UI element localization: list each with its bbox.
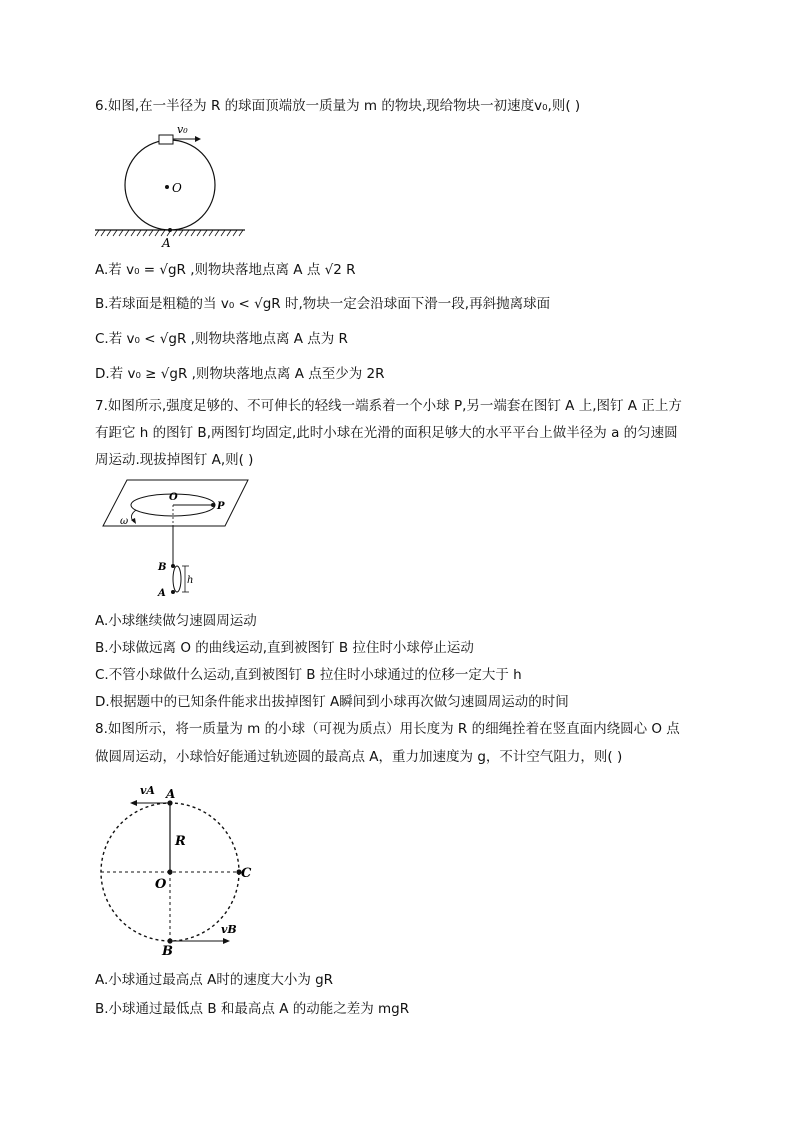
q7-option-d: D.根据题中的已知条件能求出拔掉图钉 A瞬间到小球再次做匀速圆周运动的时间 bbox=[95, 694, 569, 710]
block bbox=[159, 135, 173, 144]
q6-option-c: C.若 v₀ < √gR ,则物块落地点离 A 点为 R bbox=[95, 331, 348, 347]
q7-figure bbox=[100, 478, 250, 603]
vb-arrowhead bbox=[223, 938, 230, 944]
q6-label-a: A bbox=[162, 236, 171, 250]
q7-option-b: B.小球做远离 O 的曲线运动,直到被图钉 B 拉住时小球停止运动 bbox=[95, 640, 474, 656]
sphere bbox=[125, 140, 215, 230]
center-o bbox=[165, 185, 169, 189]
q7-label-a: A bbox=[158, 588, 166, 599]
point-b bbox=[167, 938, 172, 943]
q6-stem: 6.如图,在一半径为 R 的球面顶端放一质量为 m 的物块,现给物块一初速度v₀,则( ) bbox=[95, 98, 581, 114]
q7-option-a: A.小球继续做匀速圆周运动 bbox=[95, 613, 257, 629]
point-a bbox=[168, 228, 172, 232]
q8-option-a: A.小球通过最高点 A时的速度大小为 gR bbox=[95, 972, 334, 988]
q7-label-p: P bbox=[217, 501, 225, 512]
q8-figure bbox=[95, 778, 265, 960]
q6-option-b: B.若球面是粗糙的当 v₀ < √gR 时,物块一定会沿球面下滑一段,再斜抛离球面 bbox=[95, 296, 551, 312]
q8-label-va: vA bbox=[140, 784, 155, 797]
q8-stem-line-2: 做圆周运动，小球恰好能通过轨迹圆的最高点 A，重力加速度为 g，不计空气阻力，则( ) bbox=[95, 749, 623, 765]
q8-label-vb: vB bbox=[221, 923, 237, 936]
q6-label-o: O bbox=[172, 181, 182, 195]
q7-stem-line-1: 7.如图所示,强度足够的、不可伸长的轻线一端系着一个小球 P,另一端套在图钉 A 上,图钉 A 正上方 bbox=[95, 398, 682, 414]
q8-label-a: A bbox=[166, 787, 176, 801]
q7-stem-line-3: 周运动.现拔掉图钉 A,则( ) bbox=[95, 452, 254, 468]
q7-label-omega: ω bbox=[120, 516, 129, 527]
va-arrowhead bbox=[130, 800, 137, 806]
q6-option-d: D.若 v₀ ≥ √gR ,则物块落地点离 A 点至少为 2R bbox=[95, 366, 385, 382]
pin-a bbox=[171, 590, 175, 594]
q8-label-r: R bbox=[175, 834, 186, 849]
center-o bbox=[167, 869, 172, 874]
q8-option-b: B.小球通过最低点 B 和最高点 A 的动能之差为 mgR bbox=[95, 1001, 410, 1017]
point-a bbox=[167, 800, 172, 805]
q8-stem-line-1: 8.如图所示，将一质量为 m 的小球（可视为质点）用长度为 R 的细绳拴着在竖直面内绕圆心 O 点 bbox=[95, 721, 680, 737]
q6-option-a: A.若 v₀ = √gR ,则物块落地点离 A 点 √2 R bbox=[95, 262, 356, 278]
q7-label-o: O bbox=[169, 492, 178, 503]
q6-figure bbox=[95, 120, 245, 252]
q7-option-c: C.不管小球做什么运动,直到被图钉 B 拉住时小球通过的位移一定大于 h bbox=[95, 667, 522, 683]
q7-label-b: B bbox=[158, 562, 167, 573]
q8-label-o: O bbox=[155, 877, 167, 892]
q8-label-c: C bbox=[241, 866, 252, 881]
thread-loop bbox=[173, 566, 181, 592]
pin-b bbox=[171, 564, 175, 568]
ball-p bbox=[211, 503, 215, 507]
q6-label-v0: v₀ bbox=[177, 123, 188, 136]
v0-arrowhead bbox=[195, 136, 201, 142]
q7-label-h: h bbox=[187, 575, 194, 586]
q7-stem-line-2: 有距它 h 的图钉 B,两图钉均固定,此时小球在光滑的面积足够大的水平平台上做半径为 a 的匀速圆 bbox=[95, 425, 678, 441]
q8-label-b: B bbox=[162, 944, 173, 959]
